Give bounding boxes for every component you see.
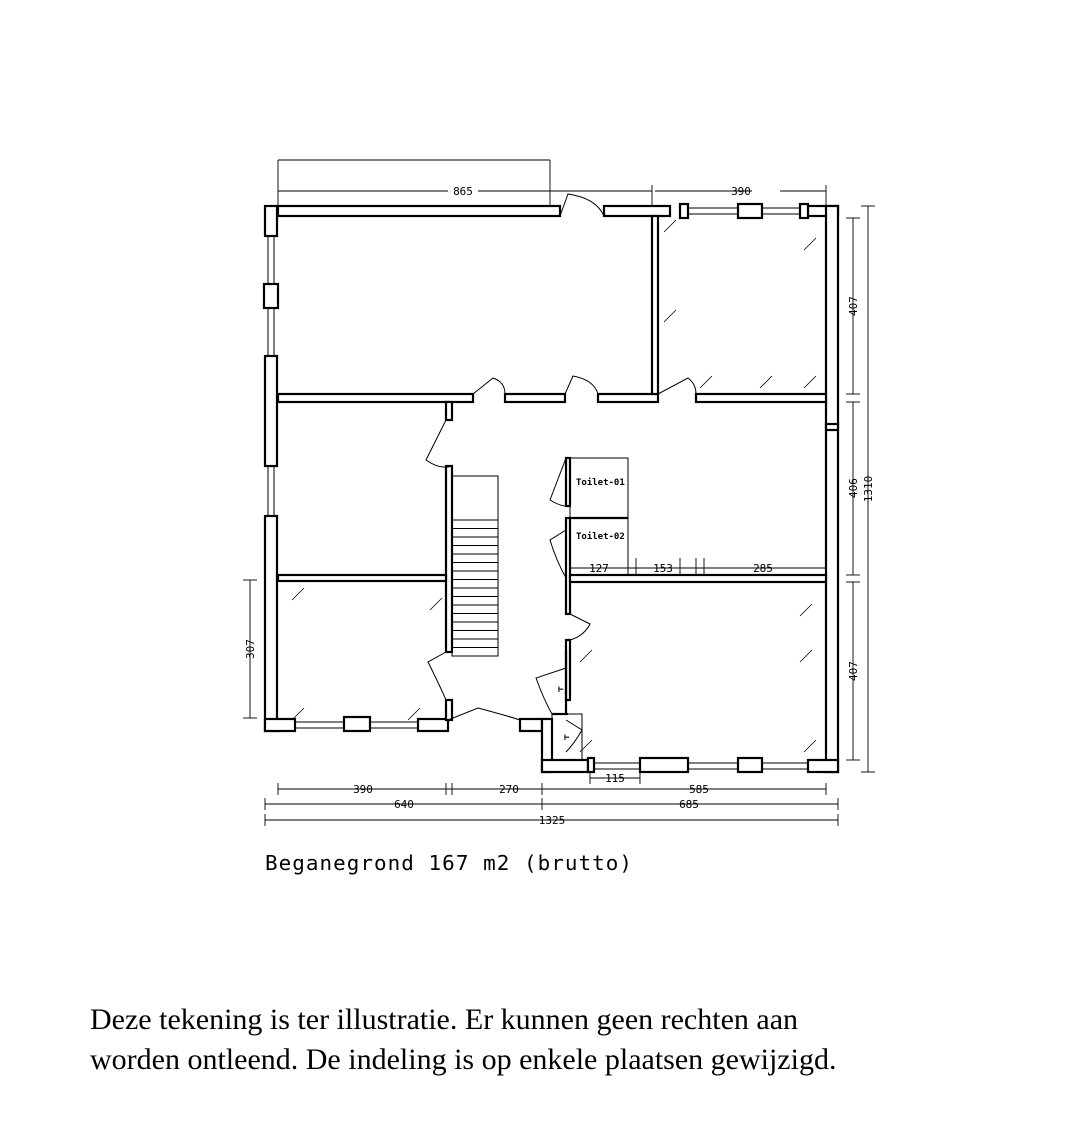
interior-walls	[278, 216, 826, 760]
plan-caption: Beganegrond 167 m2 (brutto)	[265, 851, 633, 875]
dim-mid-285: 285	[753, 562, 773, 575]
stairs	[452, 476, 498, 656]
dimension-labels	[244, 185, 875, 827]
dim-bottom-685: 685	[679, 798, 699, 811]
hatch-mark	[804, 740, 816, 752]
hatch-mark	[292, 708, 304, 720]
hatch-mark	[664, 220, 676, 232]
dim-bottom-115: 115	[605, 772, 625, 785]
dim-bottom-585: 585	[689, 783, 709, 796]
dim-right-lower: 407	[847, 661, 860, 681]
toilet-01-label: Toilet-01	[576, 478, 625, 488]
dim-bottom-total: 1325	[538, 814, 566, 827]
closet-fixture-1: ⊢	[558, 685, 564, 695]
dim-right-middle: 406	[847, 478, 860, 498]
closet-fixture-2: ⊢	[564, 733, 570, 743]
dim-bottom-390: 390	[353, 783, 373, 796]
toilet-02-label: Toilet-02	[576, 532, 625, 542]
dim-right-upper: 407	[847, 296, 860, 316]
dim-right-total: 1310	[862, 475, 875, 503]
dim-bottom-640: 640	[394, 798, 414, 811]
hatch-mark	[800, 604, 812, 616]
disclaimer-line-2: worden ontleend. De indeling is op enkele plaatsen gewijzigd.	[90, 1043, 837, 1076]
dim-mid-153: 153	[653, 562, 673, 575]
dim-top-right: 390	[731, 185, 751, 198]
dim-mid-127: 127	[589, 562, 609, 575]
disclaimer	[90, 1000, 1050, 1080]
hatch-mark	[430, 598, 442, 610]
windows	[264, 204, 808, 772]
dimension-lines	[243, 160, 875, 826]
hatch-mark	[800, 650, 812, 662]
dim-top-left: 865	[453, 185, 473, 198]
dim-left-lower: 307	[244, 639, 257, 659]
hatch-mark	[664, 310, 676, 322]
hatch-mark	[292, 588, 304, 600]
disclaimer-line-1: Deze tekening is ter illustratie. Er kunnen geen rechten aan	[90, 1003, 799, 1036]
hatch-mark	[700, 376, 712, 388]
dim-bottom-270: 270	[499, 783, 519, 796]
hatch-mark	[580, 650, 592, 662]
hatch-mark	[804, 376, 816, 388]
hatch-mark	[804, 238, 816, 250]
hatch-mark	[760, 376, 772, 388]
exterior-walls	[265, 206, 838, 772]
